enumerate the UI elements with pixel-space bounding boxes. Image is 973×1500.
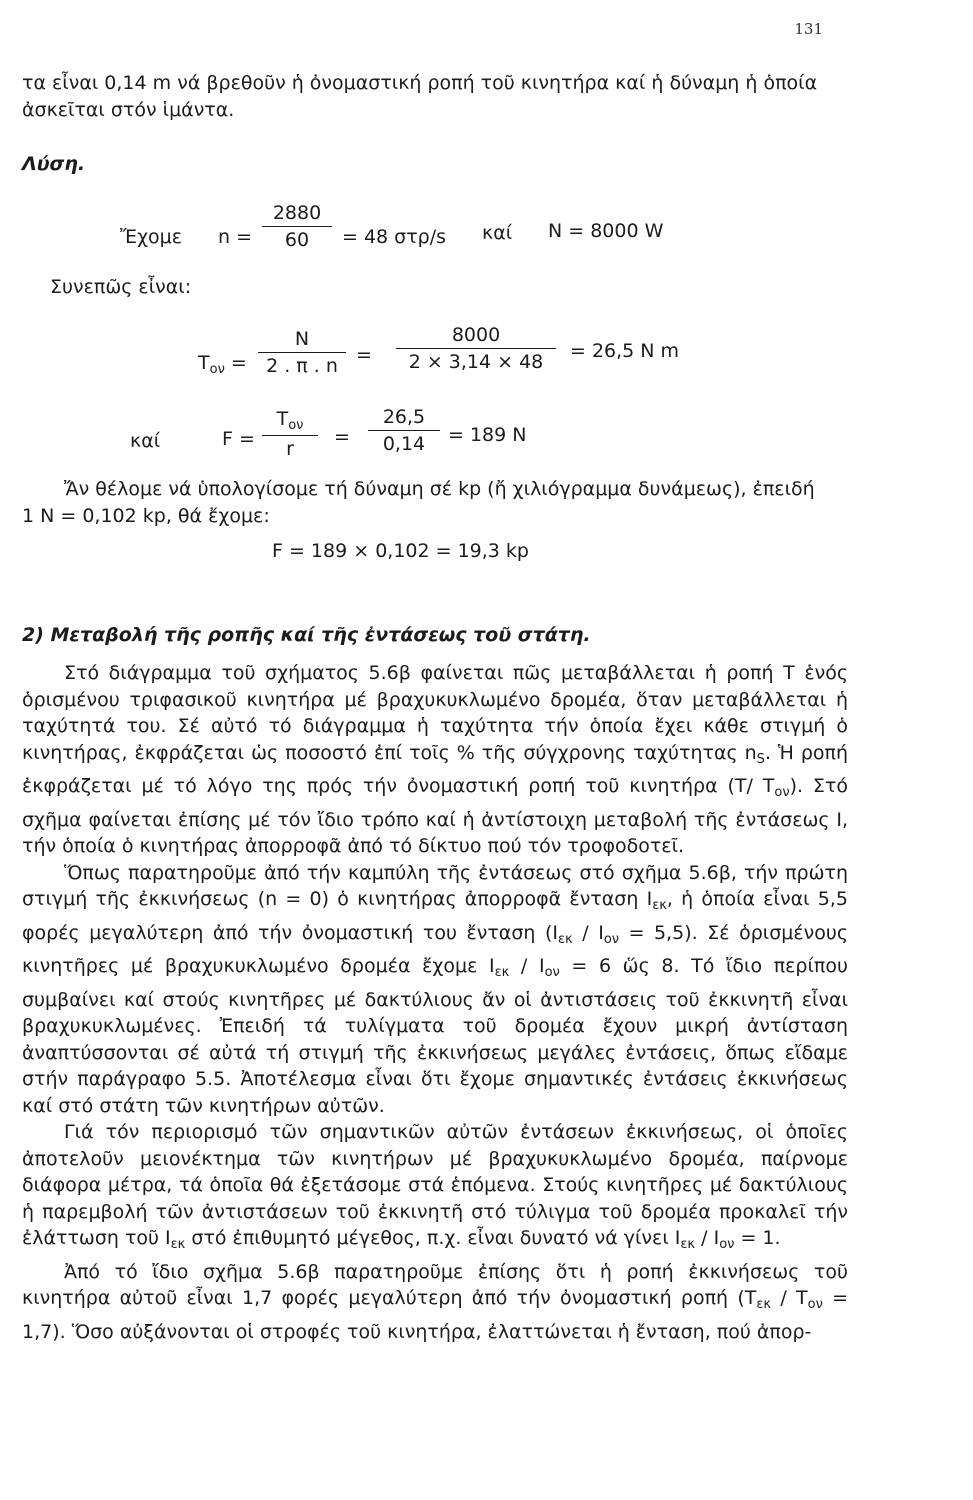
text-run: / T: [771, 1287, 808, 1309]
text-run: Γιά τόν περιορισμό τῶν σημαντικῶν αὐτῶν ἐντάσεων ἐκκινήσεως, οἱ ὁποῖες ἀποτελοῦν μειονέκτημα τῶν κινητήρων μέ βραχυκυκλωμένο δρομέα, παίρνομε διάφορα μέτρα, τά ὁποῖα θά ἐξετάσομε στά ἑπόμενα. Στούς κινητῆρες μέ δακτύλιους ἡ παρεμβολή τῶν ἀντιστάσεων τοῦ ἐκκινητῆ στό τύλιγμα τοῦ δρομέα προκαλεῖ τήν ἐλάττωση τοῦ I: [22, 1121, 848, 1249]
paragraph-2: [22, 860, 848, 1120]
text-run: Ἀπό τό ἴδιο σχῆμα 5.6β παρατηροῦμε ἐπίσης ὅτι ἡ ροπή ἐκκινήσεως τοῦ κινητήρα αὐτοῦ εἶναι 1,7 φορές μεγαλύτερη ἀπό τήν ὀνομαστική ροπή (T: [22, 1260, 848, 1309]
and-label: καί: [482, 222, 513, 244]
paragraph-1: [22, 660, 848, 860]
force-fraction-symbolic: [262, 408, 318, 460]
text-run: Ὅπως παρατηροῦμε ἀπό τήν καμπύλη τῆς ἐντάσεως στό σχῆμα 5.6β, τήν πρώτη στιγμή τῆς ἐκκινήσεως (n = 0) ὁ κινητήρας ἀπορροφᾶ ἔνταση I: [22, 861, 848, 910]
equals-sign: =: [356, 344, 372, 366]
n-lhs: n =: [218, 226, 253, 248]
text-run: / I: [509, 955, 545, 977]
therefore-label: Συνεπῶς εἶναι:: [50, 276, 192, 298]
n-fraction-denominator: 60: [284, 229, 310, 251]
text-run: Στό διάγραμμα τοῦ σχήματος 5.6β φαίνεται πῶς μεταβάλλεται ἡ ροπή T ἑνός ὁρισμένου τριφασικοῦ κινητήρα μέ βραχυκυκλωμένο δρομέα, ὅταν μεταβάλλεται ἡ ταχύτητά του. Σέ αὐτό τό διάγραμμα ἡ ταχύτητα τήν ὁποία ἔχει κάθε στιγμή ὁ κινητήρας, ἐκφράζεται ὡς ποσοστό ἐπί τοῖς % τῆς σύγχρονης ταχύτητας n: [22, 662, 848, 764]
subscript: εκ: [170, 1237, 186, 1252]
n-fraction-numerator: 2880: [272, 202, 322, 224]
equals-sign: =: [230, 352, 247, 374]
text-run: = 6 ὥς 8. Τό ἴδιο περίπου συμβαίνει καί στούς κινητῆρες μέ δακτύλιους ἄν οἱ ἀντιστάσεις τοῦ ἐκκινητῆ εἶναι βραχυκυκλωμένες. Ἐπειδή τά τυλίγματα τοῦ δρομέα ἔχουν μικρή ἀντίσταση ἀναπτύσσονται σέ αὐτά τή στιγμή τῆς ἐκκινήσεως μεγάλες ἐντάσεις, ὅπως εἴδαμε στήν παράγραφο 5.5. Ἀποτέλεσμα εἶναι ὅτι ἔχομε σημαντικές ἐντάσεις ἐκκινήσεως καί στό στάτη τῶν κινητήρων αὐτῶν.: [22, 955, 848, 1117]
torque-subscript: ον: [288, 418, 304, 433]
n-fraction: [262, 202, 332, 251]
and-label: καί: [130, 430, 161, 452]
text-run: στό ἐπιθυμητό μέγεθος, π.χ. εἶναι δυνατό νά γίνει I: [185, 1227, 681, 1249]
text-run: = 1.: [734, 1227, 781, 1249]
intro-paragraph: [22, 70, 848, 123]
subscript: ον: [544, 965, 560, 980]
torque-fraction-numeric: [396, 324, 556, 373]
torque-fraction-symbolic-denominator: 2 . π . n: [266, 355, 338, 377]
torque-fraction-numeric-numerator: 8000: [451, 324, 501, 346]
subscript: εκ: [756, 1297, 772, 1312]
have-label: Ἔχομε: [120, 226, 183, 248]
text-run: / I: [695, 1227, 720, 1249]
torque-lhs: [198, 352, 247, 377]
force-fraction-numeric-denominator: 0,14: [382, 433, 426, 455]
subscript: ον: [603, 931, 620, 947]
text-run: ). Στό σχῆμα φαίνεται ἐπίσης μέ τόν ἴδιο τρόπο καί ἡ ἀντίστοιχη μεταβολή τῆς ἐντάσεως I, τήν ὁποία ὁ κινητήρας ἀπορροφᾶ ἀπό τό δίκτυο πού τόν τροφοδοτεῖ.: [22, 775, 848, 857]
page-number: 131: [794, 20, 823, 38]
subscript: S: [756, 751, 765, 767]
intro-line-2: ἀσκεῖται στόν ἱμάντα.: [22, 98, 235, 121]
torque-fraction-symbolic-numerator: N: [294, 328, 310, 350]
kp-paragraph: [22, 476, 848, 529]
force-fraction-numeric: [368, 406, 440, 455]
power-value: N = 8000 W: [548, 220, 664, 242]
section-heading: 2) Μεταβολή τῆς ροπῆς καί τῆς ἐντάσεως τοῦ στάτη.: [22, 624, 591, 646]
subscript: ον: [774, 785, 790, 800]
text-run: = 5,5). Σέ ὁρισμένους κινητῆρες μέ βραχυκυκλωμένο δρομέα ἔχομε I: [22, 921, 848, 977]
force-fraction-numeric-numerator: 26,5: [382, 406, 426, 428]
paragraph-4: [22, 1259, 848, 1346]
n-result: = 48 στρ/s: [342, 226, 447, 248]
subscript: εκ: [558, 931, 573, 947]
subscript: ον: [807, 1297, 823, 1312]
body-text: [22, 660, 848, 1345]
kp-line-1: Ἄν θέλομε νά ὑπολογίσομε τή δύναμη σέ kp (ἤ χιλιόγραμμα δυνάμεως), ἐπειδή: [64, 478, 815, 500]
force-kp-result: F = 189 × 0,102 = 19,3 kp: [272, 540, 529, 562]
force-fraction-symbolic-numerator: [262, 408, 318, 435]
torque-subscript: ον: [209, 362, 225, 377]
subscript: εκ: [494, 965, 510, 980]
text-run: , ἡ ὁποία εἶναι 5,5 φορές μεγαλύτερη ἀπό τήν ὀνομαστική του ἔνταση (I: [22, 888, 848, 944]
paragraph-3: [22, 1119, 848, 1259]
text-run: = 1,7). Ὅσο αὐξάνονται οἱ στροφές τοῦ κινητήρα, ἐλαττώνεται ἡ ἔνταση, πού ἀπορ-: [22, 1287, 849, 1343]
subscript: εκ: [680, 1237, 696, 1252]
solution-label: Λύση.: [22, 153, 86, 175]
force-result: = 189 N: [448, 424, 527, 446]
torque-fraction-symbolic: [258, 328, 346, 377]
torque-symbol: T: [198, 352, 210, 374]
text-run: / I: [572, 921, 604, 944]
intro-line-1: τα εἶναι 0,14 m νά βρεθοῦν ἡ ὀνομαστική ροπή τοῦ κινητήρα καί ἡ δύναμη ἡ ὁποία: [22, 72, 818, 94]
torque-result: = 26,5 N m: [570, 340, 680, 362]
subscript: εκ: [652, 898, 667, 913]
force-fraction-symbolic-denominator: r: [286, 438, 294, 460]
subscript: ον: [719, 1237, 735, 1252]
force-lhs: F =: [222, 428, 255, 450]
torque-fraction-numeric-denominator: 2 × 3,14 × 48: [408, 351, 544, 373]
kp-line-2: 1 N = 0,102 kp, θά ἔχομε:: [22, 504, 270, 527]
equals-sign: =: [334, 426, 350, 448]
text-run: . Ἡ ροπή ἐκφράζεται μέ τό λόγο της πρός τήν ὀνομαστική ροπή τοῦ κινητήρα (T/ T: [22, 741, 848, 797]
torque-symbol: T: [276, 408, 289, 430]
